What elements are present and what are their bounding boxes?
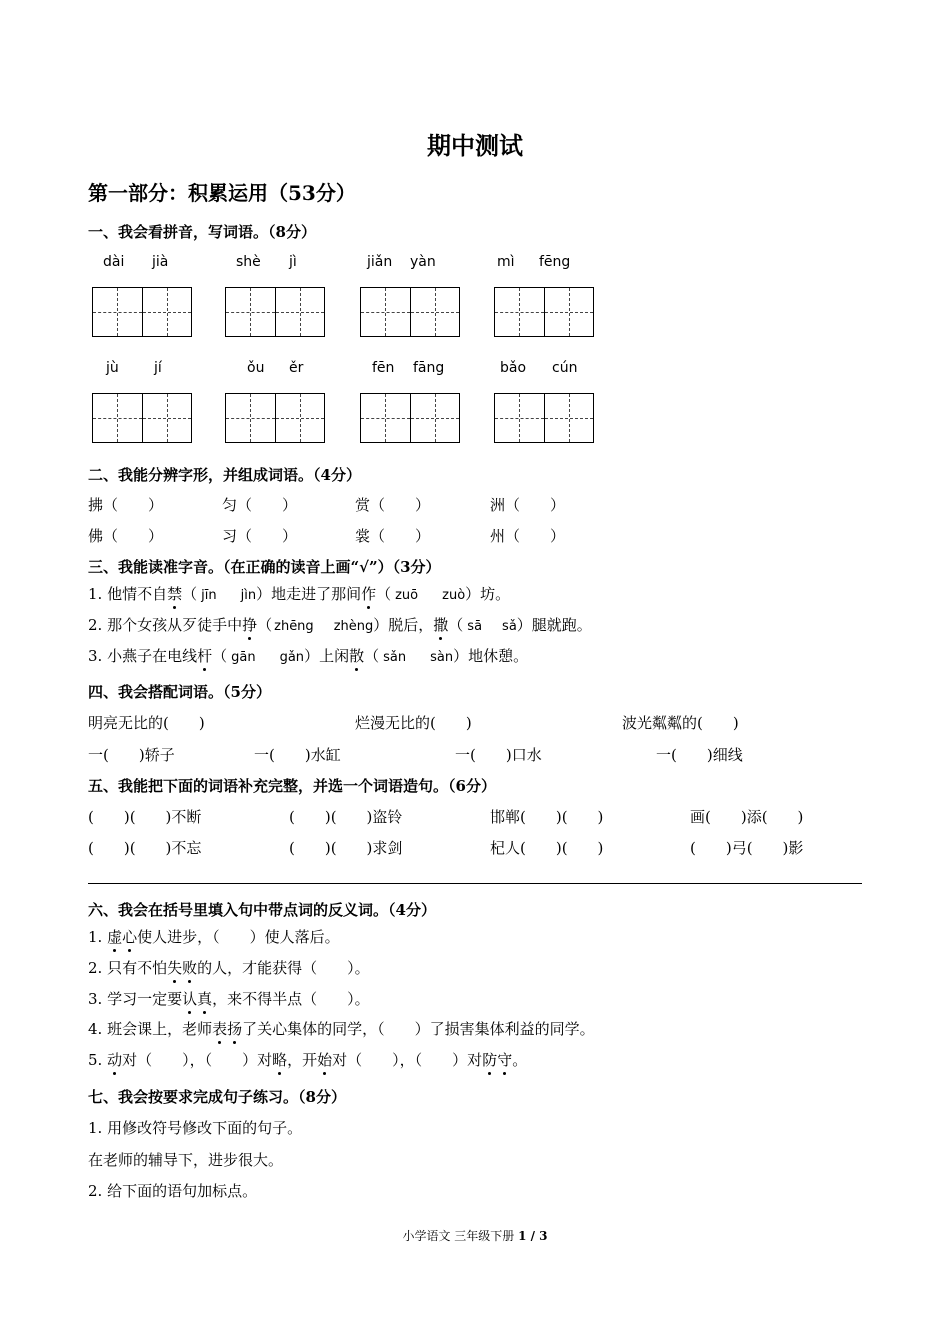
pinyin-option[interactable]: sàn — [430, 650, 454, 665]
pinyin-4a: mì — [497, 254, 515, 270]
fill-blank[interactable]: ( )( )求剑 — [289, 839, 403, 857]
fill-blank[interactable]: 裳（ ） — [355, 527, 431, 545]
pinyin-option[interactable]: sā — [467, 619, 483, 634]
pinyin-option[interactable]: sǎn — [383, 650, 407, 665]
pinyin-5b: jí — [154, 360, 162, 376]
fill-blank[interactable]: 一( )口水 — [455, 746, 542, 764]
writing-grid[interactable] — [225, 393, 325, 443]
pronunciation-question-1: 1. 他情不自禁（ jīn jìn）地走进了那间作（ zuō zuò）坊。 — [88, 585, 511, 603]
pinyin-8a: bǎo — [500, 360, 527, 376]
section-2-heading: 二、我能分辨字形，并组成词语。（4分） — [88, 466, 361, 484]
fill-blank[interactable]: 佛（ ） — [88, 527, 164, 545]
pinyin-3b: yàn — [410, 254, 436, 270]
fill-blank[interactable]: 烂漫无比的( ) — [355, 714, 472, 732]
section-1-heading: 一、我会看拼音，写词语。（8分） — [88, 223, 316, 241]
pinyin-option[interactable]: zhèng — [333, 619, 374, 634]
pinyin-1a: dài — [103, 254, 125, 270]
writing-grid[interactable] — [225, 287, 325, 337]
writing-grid[interactable] — [360, 287, 460, 337]
pinyin-1b: jià — [152, 254, 169, 270]
pinyin-option[interactable]: jìn — [240, 588, 257, 603]
pronunciation-question-3: 3. 小燕子在电线杆（ gān gǎn）上闲散（ sǎn sàn）地休憩。 — [88, 647, 529, 665]
fill-blank[interactable]: 波光粼粼的( ) — [622, 714, 739, 732]
answer-line[interactable] — [88, 883, 862, 884]
section-4-heading: 四、我会搭配词语。（5分） — [88, 683, 271, 701]
writing-grid[interactable] — [92, 393, 192, 443]
fill-blank[interactable]: 邯郸( )( ) — [490, 808, 604, 826]
fill-blank[interactable]: ( )( )盗铃 — [289, 808, 403, 826]
fill-blank[interactable]: ( )( )不忘 — [88, 839, 202, 857]
fill-blank[interactable]: ( )弓( )影 — [690, 839, 804, 857]
writing-grid[interactable] — [92, 287, 192, 337]
fill-blank[interactable]: 杞人( )( ) — [490, 839, 604, 857]
question-text: 1. 用修改符号修改下面的句子。 — [88, 1119, 303, 1137]
fill-blank[interactable]: 一( )细线 — [656, 746, 743, 764]
fill-blank[interactable]: 一( )水缸 — [254, 746, 341, 764]
writing-grid[interactable] — [494, 393, 594, 443]
pinyin-7a: fēn — [372, 360, 395, 376]
pinyin-6b: ěr — [289, 360, 304, 376]
writing-grid[interactable] — [360, 393, 460, 443]
fill-blank[interactable]: 匀（ ） — [222, 496, 298, 514]
fill-blank[interactable]: ( )( )不断 — [88, 808, 202, 826]
pinyin-8b: cún — [552, 360, 578, 376]
question-text: 2. 给下面的语句加标点。 — [88, 1182, 258, 1200]
question-text: 在老师的辅导下，进步很大。 — [88, 1151, 284, 1169]
page-footer: 小学语文 三年级下册 1 / 3 — [402, 1229, 548, 1243]
fill-blank[interactable]: 画( )添( ) — [690, 808, 804, 826]
fill-blank[interactable]: 一( )轿子 — [88, 746, 175, 764]
pinyin-4b: fēng — [539, 254, 571, 270]
pinyin-3a: jiǎn — [367, 254, 393, 270]
antonym-question-4: 4. 班会课上，老师表扬了关心集体的同学，（ ）了损害集体利益的同学。 — [88, 1020, 595, 1038]
antonym-question-5: 5. 动对（ ），（ ）对略，开始对（ ），（ ）对防守。 — [88, 1051, 528, 1069]
fill-blank[interactable]: 拂（ ） — [88, 496, 164, 514]
pronunciation-question-2: 2. 那个女孩从歹徒手中挣（ zhēng zhèng）脱后，撒（ sā sǎ）腿就跑。 — [88, 616, 592, 634]
section-7-heading: 七、我会按要求完成句子练习。（8分） — [88, 1088, 346, 1106]
part-one-heading: 第一部分：积累运用（53分） — [88, 181, 356, 205]
page-number: 1 / 3 — [518, 1229, 548, 1243]
fill-blank[interactable]: 习（ ） — [222, 527, 298, 545]
antonym-question-1: 1. 虚心使人进步，（ ）使人落后。 — [88, 928, 340, 946]
writing-grid[interactable] — [494, 287, 594, 337]
pinyin-option[interactable]: zuō — [395, 588, 419, 603]
section-3-heading: 三、我能读准字音。（在正确的读音上画“√”）（3分） — [88, 558, 441, 576]
fill-blank[interactable]: 赏（ ） — [355, 496, 431, 514]
pinyin-option[interactable]: gān — [231, 650, 256, 665]
fill-blank[interactable]: 州（ ） — [490, 527, 566, 545]
pinyin-option[interactable]: gǎn — [279, 650, 305, 665]
pinyin-2b: jì — [289, 254, 297, 270]
page-title: 期中测试 — [427, 131, 523, 160]
pinyin-5a: jù — [106, 360, 119, 376]
pinyin-2a: shè — [236, 254, 261, 270]
fill-blank[interactable]: 明亮无比的( ) — [88, 714, 205, 732]
section-6-heading: 六、我会在括号里填入句中带点词的反义词。（4分） — [88, 901, 436, 919]
section-5-heading: 五、我能把下面的词语补充完整，并选一个词语造句。（6分） — [88, 777, 496, 795]
fill-blank[interactable]: 洲（ ） — [490, 496, 566, 514]
pinyin-option[interactable]: sǎ — [502, 619, 517, 634]
antonym-question-2: 2. 只有不怕失败的人，才能获得（ ）。 — [88, 959, 370, 977]
pinyin-6a: ǒu — [247, 360, 265, 376]
pinyin-option[interactable]: jīn — [201, 588, 217, 603]
pinyin-7b: fāng — [413, 360, 445, 376]
antonym-question-3: 3. 学习一定要认真，来不得半点（ ）。 — [88, 990, 370, 1008]
pinyin-option[interactable]: zhēng — [274, 619, 314, 634]
pinyin-option[interactable]: zuò — [442, 588, 466, 603]
